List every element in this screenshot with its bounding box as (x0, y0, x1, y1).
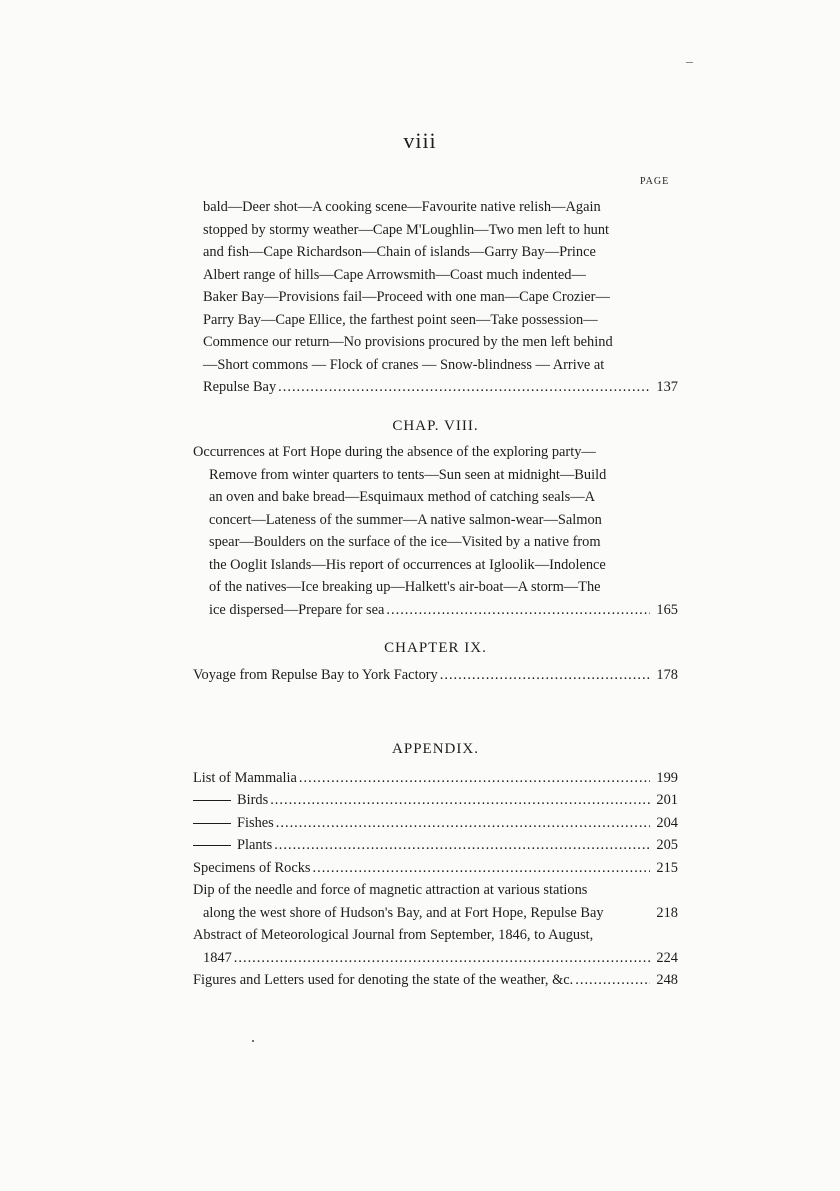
entry-label: Specimens of Rocks (193, 859, 311, 876)
entry-page: 218 (656, 904, 678, 921)
summary-line: Occurrences at Fort Hope during the absence of the exploring party— (193, 444, 596, 460)
leader-dots (575, 969, 650, 992)
toc-entry (193, 857, 678, 880)
entry-page: 137 (656, 379, 678, 395)
summary-line: Baker Bay—Provisions fail—Proceed with one man—Cape Crozier— (203, 289, 610, 305)
entry-label: Repulse Bay (203, 379, 277, 395)
entry-label: Plants (237, 837, 273, 853)
summary-line: Albert range of hills—Cape Arrowsmith—Coast much indented— (203, 266, 586, 283)
appendix-heading: APPENDIX. (392, 741, 479, 757)
leader-dots (440, 664, 650, 687)
toc-entry (203, 376, 678, 399)
toc-entry-multiline (193, 879, 678, 924)
entry-page: 205 (656, 837, 678, 853)
entry-page: 224 (656, 949, 678, 966)
entry-page: 248 (656, 972, 678, 988)
entry-line (193, 902, 678, 925)
ditto-dash (193, 823, 231, 824)
toc-entry (193, 767, 678, 790)
ditto-dash (193, 800, 231, 801)
entry-label: 1847 (203, 949, 232, 966)
chapter-heading: CHAPTER IX. (384, 640, 487, 656)
summary-line: concert—Lateness of the summer—A native salmon-wear—Salmon (209, 511, 602, 528)
summary-line: bald—Deer shot—A cooking scene—Favourite native relish—Again (203, 199, 601, 215)
entry-label-with-dash (193, 812, 274, 835)
entry-label: ice dispersed—Prepare for sea (209, 601, 385, 618)
summary-line: Parry Bay—Cape Ellice, the farthest point seen—Take possession— (203, 311, 598, 328)
entry-label: Birds (237, 792, 269, 808)
chapter-7-summary (193, 196, 678, 399)
entry-line: Abstract of Meteorological Journal from September, 1846, to August, (193, 927, 594, 943)
summary-line: of the natives—Ice breaking up—Halkett's air-boat—A storm—The (209, 579, 601, 595)
page-column-label: PAGE (640, 176, 670, 187)
scan-speck (252, 1040, 254, 1042)
leader-dots (276, 812, 650, 835)
leader-dots (299, 767, 650, 790)
entry-page: 165 (656, 601, 678, 618)
entry-label: Fishes (237, 814, 274, 831)
leader-dots (386, 599, 650, 622)
toc-entry (209, 599, 678, 622)
toc-entry (193, 812, 678, 835)
entry-label-with-dash (193, 789, 268, 812)
summary-line: Commence our return—No provisions procured by the men left behind (203, 334, 613, 350)
leader-dots (313, 857, 650, 880)
leader-dots (234, 947, 650, 970)
table-of-contents (193, 196, 678, 992)
entry-line: Dip of the needle and force of magnetic attraction at various stations (193, 882, 588, 898)
chapter-heading: CHAP. VIII. (392, 417, 479, 434)
entry-line (193, 947, 678, 970)
leader-dots (278, 376, 650, 399)
summary-line: the Ooglit Islands—His report of occurrences at Igloolik—Indolence (209, 556, 606, 573)
leader-dots (270, 789, 650, 812)
entry-label: Voyage from Repulse Bay to York Factory (193, 666, 438, 683)
summary-line: and fish—Cape Richardson—Chain of islands—Garry Bay—Prince (203, 244, 596, 260)
toc-entry (193, 834, 678, 857)
ditto-dash (193, 845, 231, 846)
entry-label: along the west shore of Hudson's Bay, and at Fort Hope, Repulse Bay (203, 904, 604, 921)
summary-line: stopped by stormy weather—Cape M'Loughlin—Two men left to hunt (203, 221, 610, 238)
entry-label-with-dash (193, 834, 272, 857)
toc-entry (193, 664, 678, 687)
toc-entry-multiline (193, 924, 678, 969)
entry-page: 204 (656, 814, 678, 831)
entry-label: List of Mammalia (193, 769, 297, 786)
entry-page: 199 (656, 769, 678, 786)
summary-line: —Short commons — Flock of cranes — Snow-blindness — Arrive at (203, 356, 605, 373)
summary-line: spear—Boulders on the surface of the ice—Visited by a native from (209, 534, 601, 550)
page-number: viii (403, 128, 437, 153)
entry-page: 215 (656, 859, 678, 876)
scan-mark (686, 62, 693, 63)
entry-page: 201 (656, 792, 678, 808)
summary-line: an oven and bake bread—Esquimaux method of catching seals—A (209, 489, 596, 505)
leader-dots (274, 834, 650, 857)
toc-entry (193, 969, 678, 992)
chapter-8-summary (193, 441, 678, 621)
summary-line: Remove from winter quarters to tents—Sun seen at midnight—Build (209, 466, 607, 483)
toc-entry (193, 789, 678, 812)
entry-label: Figures and Letters used for denoting the state of the weather, &c. (193, 972, 574, 988)
entry-page: 178 (656, 666, 678, 683)
